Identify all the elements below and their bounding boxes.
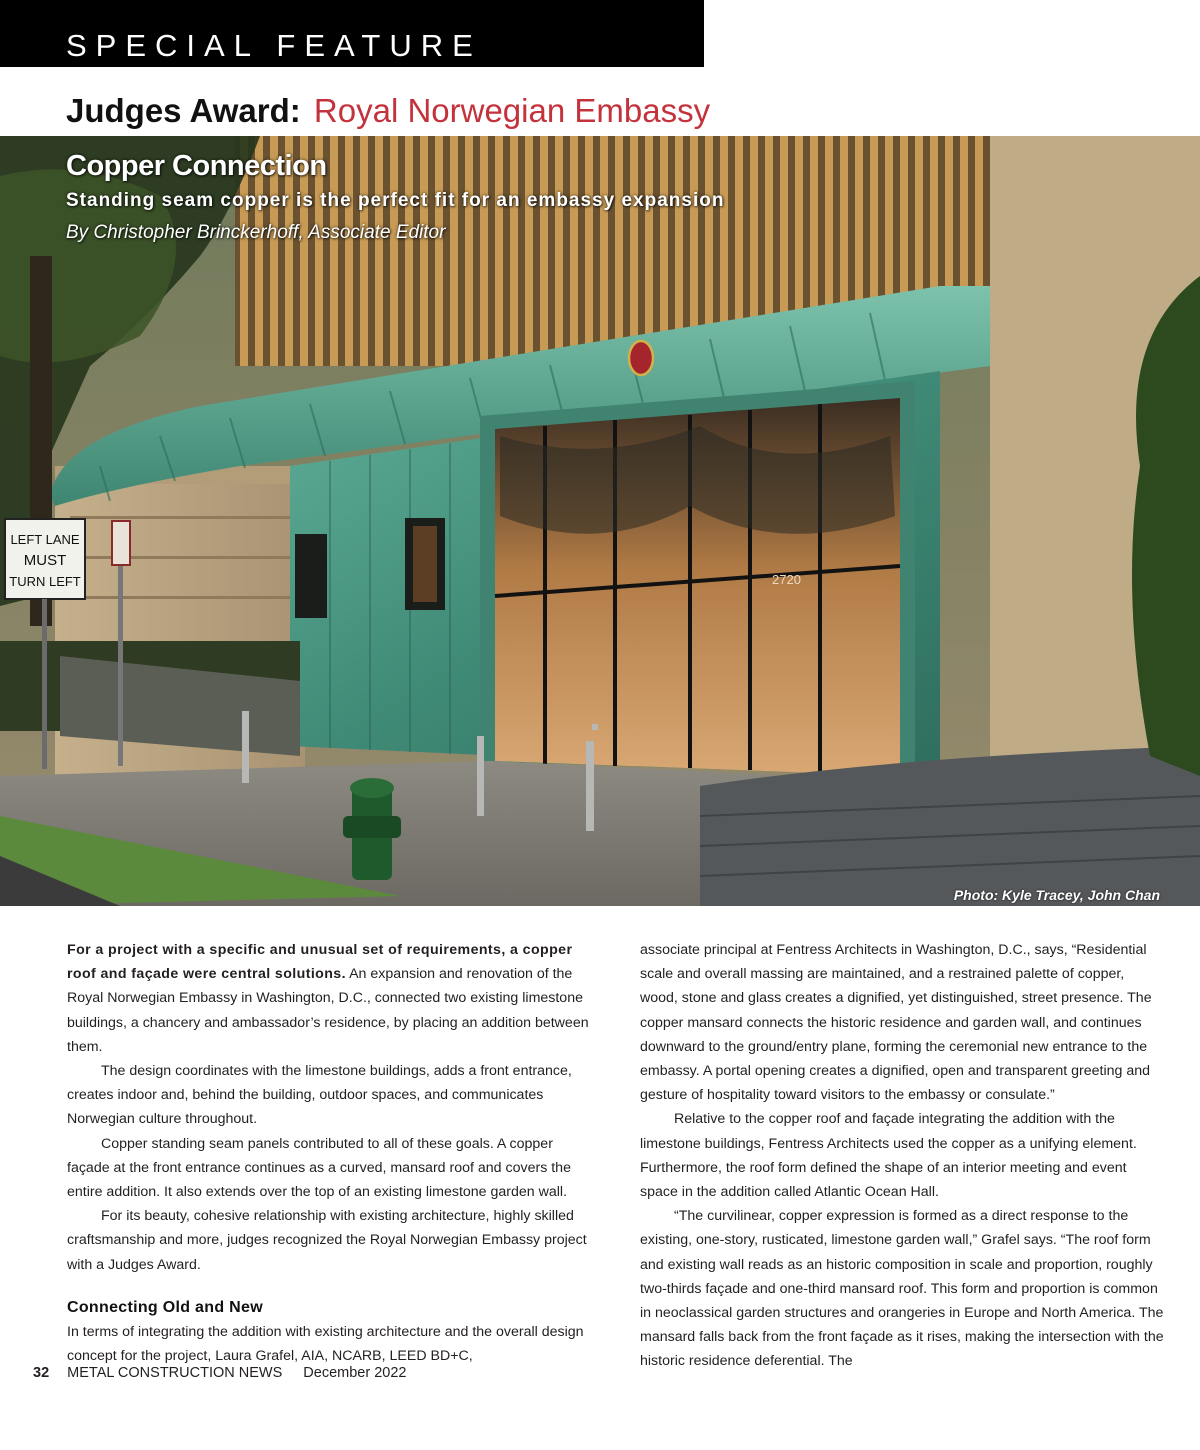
paragraph: “The curvilinear, copper expression is formed as a direct response to the existing, one-story, rusticated, limestone garden wall,” Grafel says. “The roof form and existing wall reads as an historic composition in scale and proportion, roughly two-thirds façade and one-third mansard roof. This form and proportion is common in neoclassical garden structures and orangeries in Europe and North America. The mansard falls back from the front façade as it rises, making the intersection with the historic residence deferential. The	[640, 1208, 1164, 1370]
paragraph: The design coordinates with the limestone buildings, adds a front entrance, creates indoor and, behind the building, outdoor spaces, and communicates Norwegian culture throughout.	[67, 1063, 572, 1128]
issue-date: December 2022	[303, 1365, 407, 1381]
sign-line-3: TURN LEFT	[9, 574, 81, 589]
body-column-right	[640, 938, 1165, 1374]
paragraph: associate principal at Fentress Architects in Washington, D.C., says, “Residential scale and overall massing are maintained, and a restrained palette of copper, wood, stone and glass creates a dignified, yet distinguished, street presence. The copper mansard connects the historic residence and garden wall, and continues downward to the ground/entry plane, forming the ceremonial new entrance to the embassy. A portal opening creates a dignified, open and transparent greeting and gesture of hospitality toward visitors to the embassy or consulate.”	[640, 942, 1152, 1104]
embassy-photo-illustration	[0, 136, 1200, 906]
article-byline: By Christopher Brinckerhoff, Associate Editor	[66, 222, 446, 243]
section-heading: Connecting Old and New	[67, 1298, 263, 1316]
award-name: Judges Award:	[66, 92, 301, 129]
award-headline	[66, 93, 710, 129]
photo-credit: Photo: Kyle Tracey, John Chan	[953, 887, 1160, 903]
paragraph	[67, 938, 590, 1059]
article-subtitle: Standing seam copper is the perfect fit for an embassy expansion	[66, 190, 725, 211]
paragraph: For its beauty, cohesive relationship with existing architecture, highly skilled craftsmanship and more, judges recognized the Royal Norwegian Embassy project with a Judges Award.	[67, 1208, 587, 1273]
project-name: Royal Norwegian Embassy	[313, 92, 711, 129]
sign-line-1: LEFT LANE	[10, 532, 80, 547]
section-label: SPECIAL FEATURE	[66, 28, 482, 63]
paragraph: Copper standing seam panels contributed to all of these goals. A copper façade at the front entrance continues as a curved, mansard roof and covers the entire addition. It also extends over the top of an existing limestone garden wall.	[67, 1135, 571, 1201]
paragraph-text: An expansion and renovation of the Royal Norwegian Embassy in Washington, D.C., connected two existing limestone buildings, a chancery and ambassador’s residence, by placing an addition between them.	[67, 966, 589, 1055]
paragraph: Relative to the copper roof and façade integrating the addition with the limestone buildings, Fentress Architects used the copper as a unifying element. Furthermore, the roof form defined the shape of an interior meeting and event space in the addition called Atlantic Ocean Hall.	[640, 1111, 1137, 1201]
body-column-left	[67, 938, 590, 1368]
lead-sentence: For a project with a specific and unusual set of requirements, a copper roof and façade were central solutions.	[67, 942, 573, 983]
section-banner	[0, 0, 704, 67]
magazine-name: METAL CONSTRUCTION NEWS	[67, 1365, 283, 1381]
page-footer	[33, 1365, 406, 1381]
hero-photo	[0, 136, 1200, 906]
paragraph: In terms of integrating the addition with existing architecture and the overall design concept for the project, Laura Grafel, AIA, NCARB, LEED BD+C,	[67, 1323, 584, 1365]
sign-line-2: MUST	[23, 552, 67, 569]
article-title: Copper Connection	[66, 150, 327, 182]
page-number: 32	[33, 1365, 50, 1381]
address-number: 2720	[772, 572, 801, 587]
